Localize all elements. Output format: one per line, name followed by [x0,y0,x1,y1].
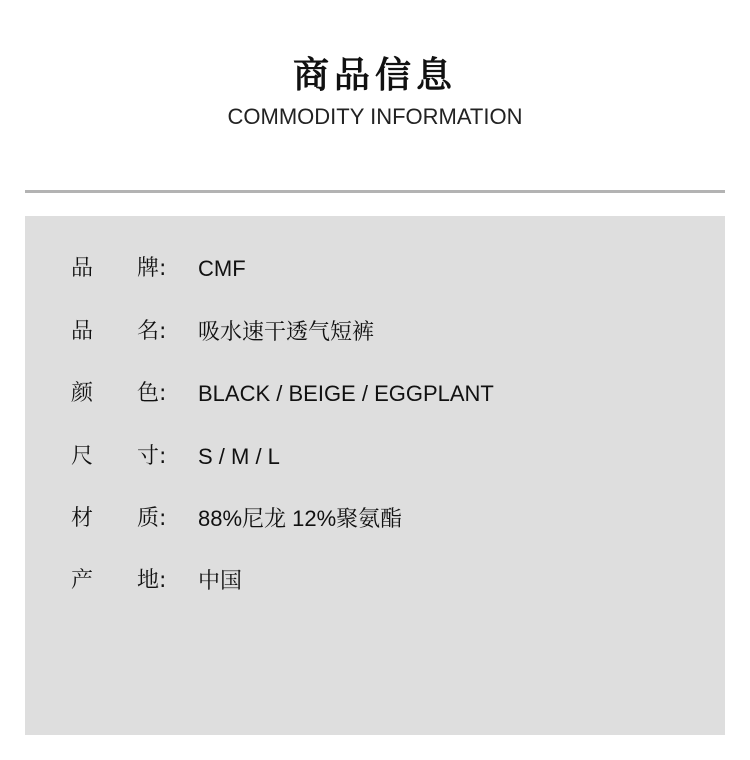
spec-label-second: 名: [137,319,167,344]
spec-value-material: 88%尼龙 12%聚氨酯 [198,506,403,531]
spec-label-second: 色: [137,381,167,406]
spec-value-size: S / M / L [198,444,280,469]
spec-value-product-name: 吸水速干透气短裤 [198,319,375,344]
spec-label-second: 牌: [137,256,167,281]
spec-label-first: 品 [71,256,94,281]
spec-panel [25,216,725,735]
spec-value-origin: 中国 [198,568,243,593]
section-header [0,52,750,132]
spec-value-color: BLACK / BEIGE / EGGPLANT [198,381,494,406]
spec-label-second: 质: [137,506,167,531]
spec-label-second: 地: [137,568,167,593]
spec-label-first: 品 [71,319,94,344]
spec-label-first: 产 [71,568,94,593]
spec-label-second: 寸: [137,444,167,469]
spec-label-first: 颜 [71,381,94,406]
spec-label-first: 尺 [71,444,94,469]
section-subtitle: COMMODITY INFORMATION [227,104,523,129]
section-title: 商品信息 [292,55,457,96]
spec-label-first: 材 [71,506,94,531]
spec-value-brand: CMF [198,256,246,281]
header-divider [25,190,725,193]
